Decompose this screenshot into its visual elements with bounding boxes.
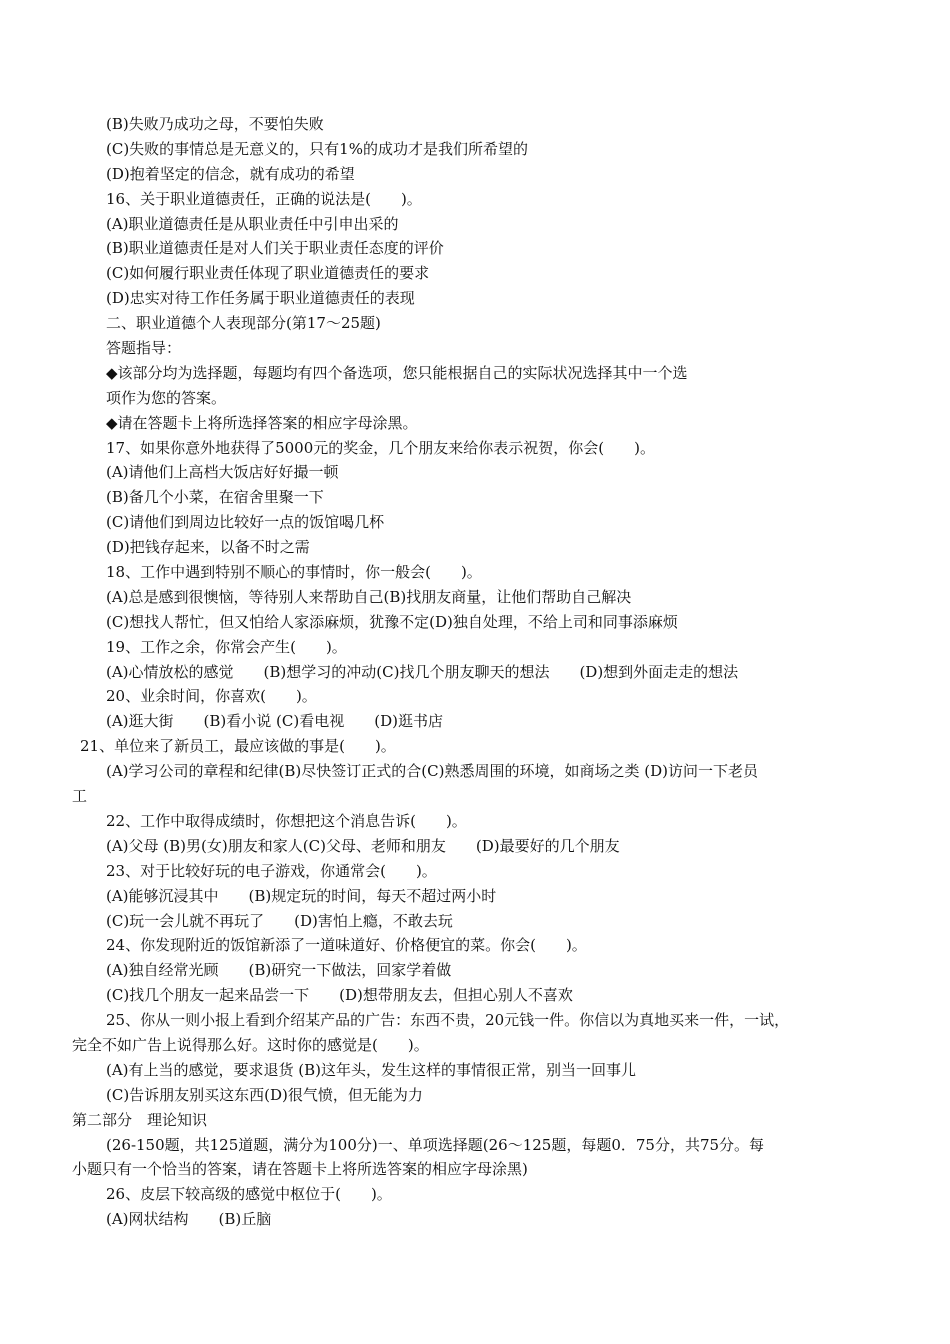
text-line: 项作为您的答案。 xyxy=(106,388,227,407)
text-line: 二、职业道德个人表现部分(第17～25题) xyxy=(106,314,381,333)
text-line: (A)能够沉浸其中 (B)规定玩的时间，每天不超过两小时 xyxy=(106,886,497,905)
text-line: (A)有上当的感觉，要求退货 (B)这年头，发生这样的事情很正常，别当一回事儿 xyxy=(106,1060,637,1079)
text-line: (A)职业道德责任是从职业责任中引申出采的 xyxy=(106,214,399,233)
document-body xyxy=(0,112,950,1232)
text-line: 23、对于比较好玩的电子游戏，你通常会( )。 xyxy=(106,861,437,880)
text-line: 20、业余时间，你喜欢( )。 xyxy=(106,687,317,706)
text-line: 小题只有一个恰当的答案，请在答题卡上将所选答案的相应字母涂黑) xyxy=(72,1160,528,1179)
text-line: 21、单位来了新员工，最应该做的事是( )。 xyxy=(80,737,396,756)
text-line: (B)失败乃成功之母，不要怕失败 xyxy=(106,115,324,133)
text-line: (D)把钱存起来，以备不时之需 xyxy=(106,538,310,557)
text-line: (A)总是感到很懊恼，等待别人来帮助自己(B)找朋友商量，让他们帮助自己解决 xyxy=(106,587,632,606)
text-line: 24、你发现附近的饭馆新添了一道味道好、价格便宜的菜。你会( )。 xyxy=(106,936,587,955)
text-line: (A)心情放松的感觉 (B)想学习的冲动(C)找几个朋友聊天的想法 (D)想到外面走走的想法 xyxy=(106,662,739,681)
text-line: (D)抱着坚定的信念，就有成功的希望 xyxy=(106,164,355,183)
text-line: (C)请他们到周边比较好一点的饭馆喝几杯 xyxy=(106,513,385,532)
text-line: (A)独自经常光顾 (B)研究一下做法，回家学着做 xyxy=(106,961,452,980)
text-line: 工 xyxy=(72,787,88,806)
text-line: 26、皮层下较高级的感觉中枢位于( )。 xyxy=(106,1185,392,1204)
text-line: (D)忠实对待工作任务属于职业道德责任的表现 xyxy=(106,289,415,308)
text-line: (B)备几个小菜，在宿舍里聚一下 xyxy=(106,488,324,507)
text-line: (C)玩一会儿就不再玩了 (D)害怕上瘾，不敢去玩 xyxy=(106,911,453,930)
text-line: (A)父母 (B)男(女)朋友和家人(C)父母、老师和朋友 (D)最要好的几个朋友 xyxy=(106,836,620,855)
text-line: 19、工作之余，你常会产生( )。 xyxy=(106,637,347,656)
text-line: (A)逛大街 (B)看小说 (C)看电视 (D)逛书店 xyxy=(106,712,443,731)
text-line: ◆请在答题卡上将所选择答案的相应字母涂黑。 xyxy=(106,413,418,432)
text-line: (C)失败的事情总是无意义的，只有1%的成功才是我们所希望的 xyxy=(106,139,528,158)
text-line: 16、关于职业道德责任，正确的说法是( )。 xyxy=(106,189,422,208)
text-line: 第二部分 理论知识 xyxy=(72,1110,208,1129)
text-line: 完全不如广告上说得那么好。这时你的感觉是( )。 xyxy=(72,1035,429,1054)
text-line: (A)学习公司的章程和纪律(B)尽快签订正式的合(C)熟悉周围的环境，如商场之类 (D)访问一下老员 xyxy=(106,762,758,781)
text-line: 22、工作中取得成绩时，你想把这个消息告诉( )。 xyxy=(106,811,467,830)
text-line: (A)网状结构 (B)丘脑 xyxy=(106,1210,272,1229)
text-line: (B)职业道德责任是对人们关于职业责任态度的评价 xyxy=(106,239,444,258)
text-line: ◆该部分均为选择题，每题均有四个备选项，您只能根据自己的实际状况选择其中一个选 xyxy=(106,363,688,382)
text-line: 17、如果你意外地获得了5000元的奖金，几个朋友来给你表示祝贺，你会( )。 xyxy=(106,438,655,457)
text-line: (C)如何履行职业责任体现了职业道德责任的要求 xyxy=(106,264,430,283)
text-line: 答题指导： xyxy=(106,339,182,358)
text-line: 18、工作中遇到特别不顺心的事情时，你一般会( )。 xyxy=(106,563,482,582)
text-line: (C)找几个朋友一起来品尝一下 (D)想带朋友去，但担心别人不喜欢 xyxy=(106,986,573,1005)
text-line: (A)请他们上高档大饭店好好撮一顿 xyxy=(106,463,339,482)
text-line: (26-150题，共125道题，满分为100分)一、单项选择题(26～125题，每题0．75分，共75分。每 xyxy=(106,1135,765,1154)
text-line: 25、你从一则小报上看到介绍某产品的广告：东西不贵，20元钱一件。你信以为真地买来一件，一试， xyxy=(106,1011,790,1030)
text-line: (C)想找人帮忙，但又怕给人家添麻烦，犹豫不定(D)独自处理，不给上司和同事添麻烦 xyxy=(106,612,678,631)
text-line: (C)告诉朋友别买这东西(D)很气愤，但无能为力 xyxy=(106,1085,423,1104)
